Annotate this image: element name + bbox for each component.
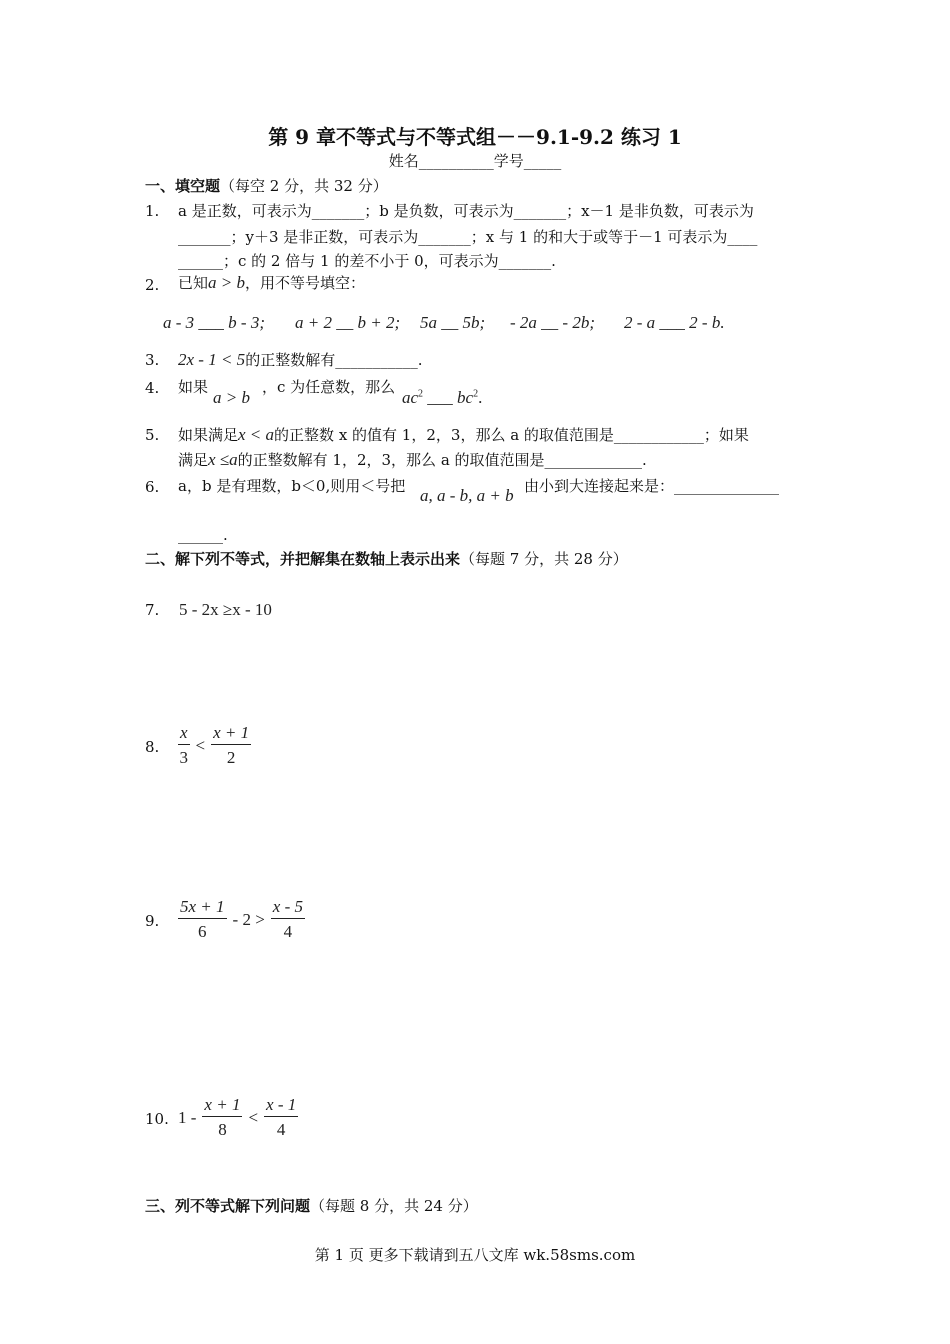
q9-number: 9. xyxy=(145,912,160,930)
section3-heading xyxy=(145,1199,478,1214)
q4-end: . xyxy=(478,388,483,407)
q4-prefix: 如果 xyxy=(178,378,209,396)
q9-fraction-right xyxy=(271,898,305,940)
q8-fraction-right xyxy=(211,724,251,766)
q5-line2-b: 的正整数解有 1，2，3，那么 a 的取值范围是_____________. xyxy=(237,451,647,469)
q10-number: 10. xyxy=(145,1110,169,1128)
q9-expression xyxy=(178,898,305,940)
q4-middle: ，c 为任意数，那么 xyxy=(262,378,396,396)
q10-fraction-left xyxy=(202,1096,242,1138)
q8-expression xyxy=(178,724,251,766)
q4-blank: ___ xyxy=(423,388,458,407)
q10-denominator-left: 8 xyxy=(218,1120,227,1139)
q6-expression: a, a - b, a + b xyxy=(420,486,514,505)
q5-line1 xyxy=(178,426,749,443)
q10-numerator-left: x + 1 xyxy=(202,1096,242,1117)
q1-line3: ______；c 的 2 倍与 1 的差不小于 0，可表示为_______. xyxy=(178,252,556,270)
q4-lhs-exponent: 2 xyxy=(418,388,424,400)
q6-line2: ______. xyxy=(178,526,228,544)
q8-fraction-left xyxy=(178,724,190,766)
page-title: 第 9 章不等式与不等式组－－9.1-9.2 练习 1 xyxy=(268,125,682,149)
name-id-line: 姓名__________学号_____ xyxy=(388,152,562,170)
q4-number: 4. xyxy=(145,379,160,397)
q8-numerator-left: x xyxy=(178,724,190,745)
q8-numerator-right: x + 1 xyxy=(211,724,251,745)
q5-line2 xyxy=(178,451,647,468)
q2-condition: a > b xyxy=(208,273,245,292)
q3-stem xyxy=(178,351,422,368)
q9-numerator-left: 5x + 1 xyxy=(178,898,227,919)
q1-line2: _______；y＋3 是非正数，可表示为_______；x 与 1 的和大于或等于－1 可表示为____ xyxy=(178,228,758,246)
q9-numerator-right: x - 5 xyxy=(271,898,305,919)
q6-line1-a: a，b 是有理数，b＜0,则用＜号把 xyxy=(178,477,406,495)
q9-denominator-left: 6 xyxy=(198,922,207,941)
q2-stem xyxy=(178,274,365,291)
q9-fraction-left xyxy=(178,898,227,940)
q8-number: 8. xyxy=(145,738,160,756)
section2-note: （每题 7 分，共 28 分） xyxy=(460,550,628,568)
section3-note: （每题 8 分，共 24 分） xyxy=(310,1197,478,1215)
q1-line1: a 是正数，可表示为_______；b 是负数，可表示为_______；x－1 是非负数，可表示为 xyxy=(178,202,754,220)
q10-numerator-right: x - 1 xyxy=(264,1096,298,1117)
page-footer: 第 1 页 更多下载请到五八文库 wk.58sms.com xyxy=(314,1246,636,1264)
q2-item-5: 2 - a ___ 2 - b. xyxy=(624,313,725,332)
q2-item-4: - 2a __ - 2b; xyxy=(510,313,595,332)
q9-middle: - 2 > xyxy=(232,909,265,929)
q5-condition-1: x < a xyxy=(238,425,275,444)
q3-text: 的正整数解有___________. xyxy=(245,351,423,369)
q8-operator: < xyxy=(195,735,206,755)
q4-comparison xyxy=(402,389,482,406)
q5-condition-2: x ≤a xyxy=(208,450,238,469)
q10-lead: 1 - xyxy=(178,1107,197,1127)
section2-title: 二、解下列不等式，并把解集在数轴上表示出来 xyxy=(145,550,461,568)
q7-expression: 5 - 2x ≥x - 10 xyxy=(179,600,272,619)
q3-expression: 2x - 1 < 5 xyxy=(178,350,246,369)
section3-title: 三、列不等式解下列问题 xyxy=(145,1197,311,1215)
q4-condition: a > b xyxy=(213,388,250,407)
q6-line1-b: 由小到大连接起来是：______________ xyxy=(524,477,780,495)
q7-number: 7. xyxy=(145,601,160,619)
q10-fraction-right xyxy=(264,1096,298,1138)
q2-item-3: 5a __ 5b; xyxy=(420,313,486,332)
q10-expression xyxy=(178,1096,298,1138)
q2-suffix: ，用不等号填空： xyxy=(245,274,366,292)
q5-line2-a: 满足 xyxy=(178,451,209,469)
q5-line1-b: 的正整数 x 的值有 1，2，3，那么 a 的取值范围是____________；如果 xyxy=(274,426,749,444)
q4-rhs-exponent: 2 xyxy=(473,388,479,400)
q10-denominator-right: 4 xyxy=(276,1120,286,1139)
q2-prefix: 已知 xyxy=(178,274,209,292)
section2-heading xyxy=(145,552,628,567)
q2-number: 2. xyxy=(145,276,160,294)
q3-number: 3. xyxy=(145,351,160,369)
q5-line1-a: 如果满足 xyxy=(178,426,239,444)
q10-operator: < xyxy=(248,1107,259,1127)
section1-title: 一、填空题 xyxy=(145,177,221,195)
q5-number: 5. xyxy=(145,426,160,444)
q4-lhs: ac xyxy=(402,388,419,407)
section1-heading xyxy=(145,179,388,194)
q8-denominator-left: 3 xyxy=(179,748,189,767)
q8-denominator-right: 2 xyxy=(226,748,236,767)
q4-rhs: bc xyxy=(457,388,474,407)
section1-note: （每空 2 分，共 32 分） xyxy=(220,177,388,195)
q9-denominator-right: 4 xyxy=(283,922,293,941)
q2-item-1: a - 3 ___ b - 3; xyxy=(163,313,265,332)
q2-item-2: a + 2 __ b + 2; xyxy=(295,313,401,332)
q6-number: 6. xyxy=(145,478,160,496)
q1-number: 1. xyxy=(145,202,160,220)
